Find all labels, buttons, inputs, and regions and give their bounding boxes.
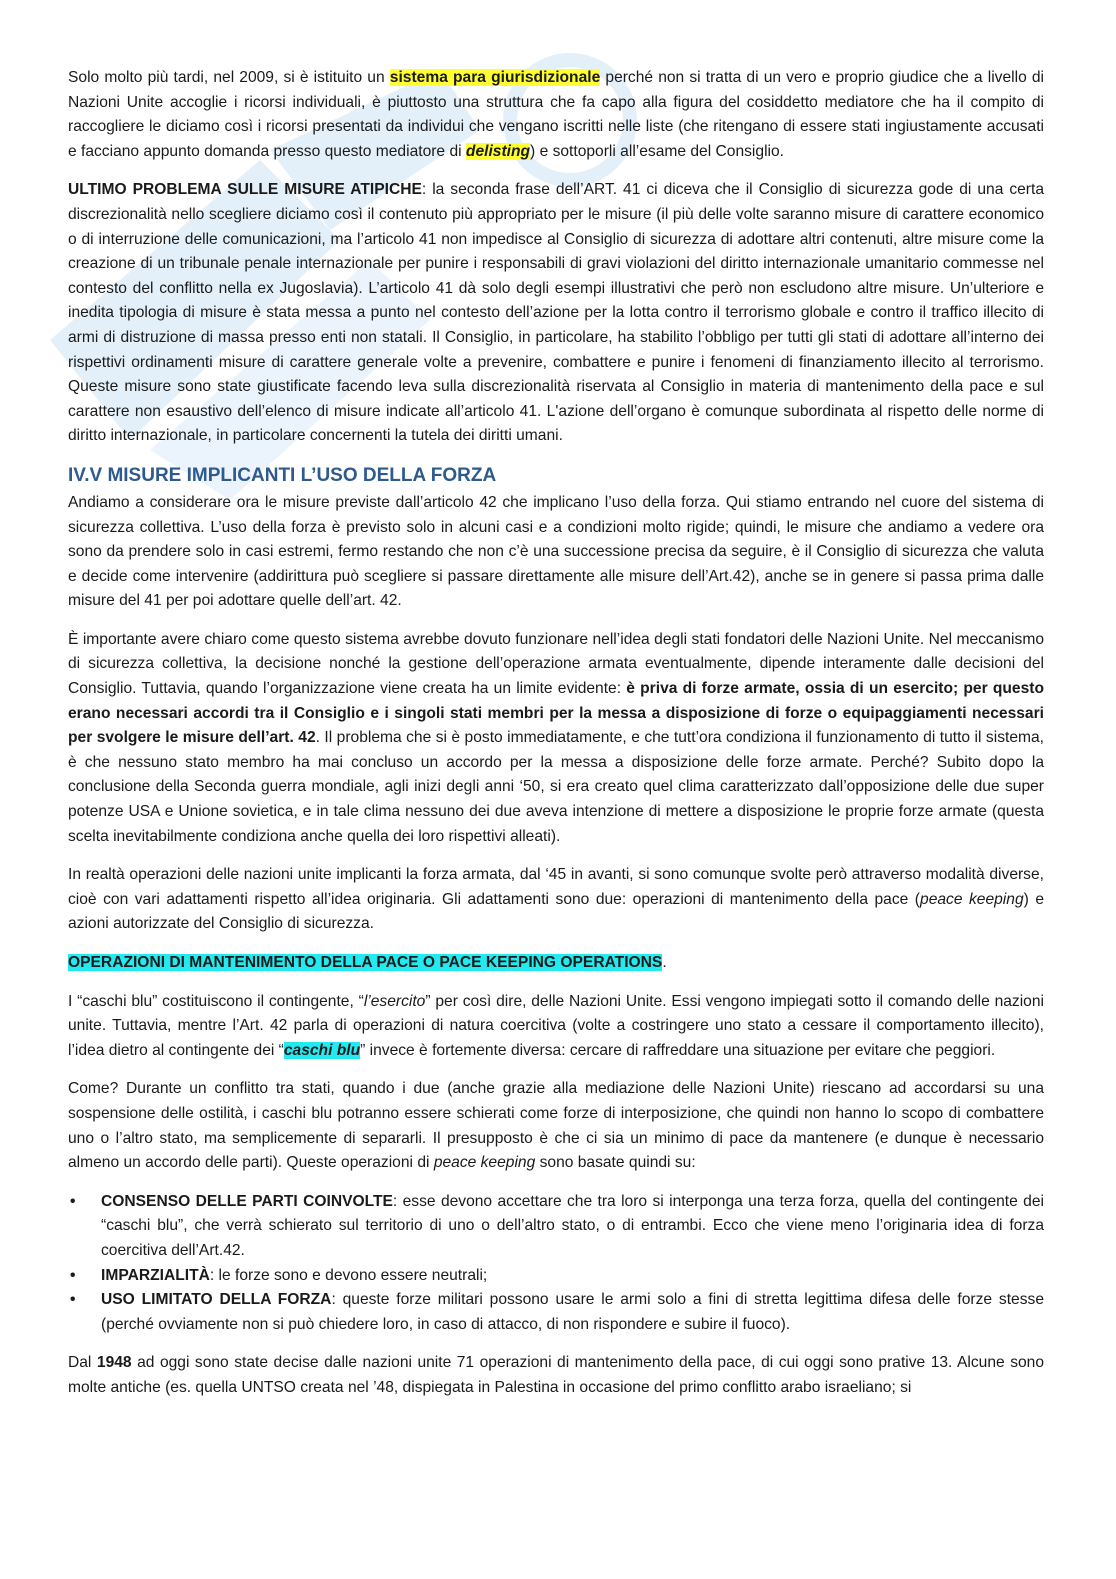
- paragraph-come: Come? Durante un conflitto tra stati, quando i due (anche grazie alla mediazione delle Nazioni Unite) riescano ad accordarsi su una sospensione delle ostilità, i caschi blu potranno essere schierati come forze di interposizione, che quindi non hanno lo scopo di combattere uno o l’altro stato, ma semplicemente di separarli. Il presupposto è che ci sia un minimo di pace da mantenere (e dunque è necessario almeno un accordo delle parti). Queste operazioni di peace keeping sono basate quindi su:: [68, 1080, 1044, 1172]
- paragraph-articolo-42: Andiamo a considerare ora le misure previste dall’articolo 42 che implicano l’uso della forza. Qui stiamo entrando nel cuore del sistema di sicurezza collettiva. L’uso della forza è previsto solo in alcuni casi e a condizioni molto rigide; quindi, le misure che andiamo a vedere ora sono da prendere solo in casi estremi, fermo restando che non c’è una successione precisa da seguire, è il Consiglio di sicurezza che valuta e decide come intervenire (addirittura può scegliere si passare direttamente alle misure dell’Art.42), anche se in genere si passa prima dalle misure del 41 per poi adottare quelle dell’art. 42.: [68, 493, 1044, 610]
- paragraph-sistema-fondatori: È importante avere chiaro come questo sistema avrebbe dovuto funzionare nell’idea degli stati fondatori delle Nazioni Unite. Nel meccanismo di sicurezza collettiva, la decisione nonché la gestione dell’operazione armata eventualmente, dipende interamente dalle decisioni del Consiglio. Tuttavia, quando l’organizzazione viene creata ha un limite evidente: è priva di forze armate, ossia di un esercito; per questo erano necessari accordi tra il Consiglio e i singoli stati membri per la messa a disposizione di forze o equipaggiamenti necessari per svolgere le misure dell’art. 42. Il problema che si è posto immediatamente, e che tutt’ora condiziona il funzionamento di tutto il sistema, è che nessuno stato membro ha mai concluso un accordo per la messa a disposizione delle forze armate. Perché? Subito dopo la conclusione della Seconda guerra mondiale, agli inizi degli anni ‘50, si era creato quel clima caratterizzato dall’opposizione delle due super potenze USA e Unione sovietica, e in tale clima nessuno dei due aveva intenzione di mettere a disposizione le proprie forze armate (questa scelta inevitabilmente condiziona anche quella dei loro rispettivi alleati).: [68, 630, 1044, 845]
- label-ultimo-problema: ULTIMO PROBLEMA SULLE MISURE ATIPICHE: [68, 181, 422, 199]
- paragraph-misure-atipiche: ULTIMO PROBLEMA SULLE MISURE ATIPICHE: la seconda frase dell’ART. 41 ci diceva che il Consiglio di sicurezza gode di una certa discrezionalità nello scegliere diciamo così il contenuto più appropriato per le misure (il più delle volte saranno misure di carattere economico o di interruzione delle comunicazioni, ma l’articolo 41 non impedisce al Consiglio di sicurezza di adottare altri contenuti, altre misure come la creazione di un tribunale penale internazionale per punire i responsabili di gravi violazioni del diritto internazionale umanitario commesse nel contesto del conflitto nella ex Jugoslavia). L’articolo 41 dà solo degli esempi illustrativi che però non escludono altre misure. Un’ulteriore e inedita tipologia di misure è stata messa a punto nel contesto dell’azione per la lotta contro il terrorismo globale e contro il traffico illecito di armi di distruzione di massa presso enti non statali. Il Consiglio, in particolare, ha stabilito l’obbligo per tutti gli stati di adottare all’interno dei rispettivi ordinamenti misure di carattere generale volte a prevenire, combattere e punire i fenomeni di finanziamento illecito al terrorismo. Queste misure sono state giustificate facendo leva sulla discrezionalità riservata al Consiglio in materia di mantenimento della pace e sul carattere non esaustivo dell’elenco di misure indicate all’articolo 41. L'azione dell’organo è comunque subordinata al rispetto delle norme di diritto internazionale, in particolare concernenti la tutela dei diritti umani.: [68, 181, 1044, 445]
- highlight-delisting: delisting: [465, 142, 531, 160]
- subheading-peace-keeping: OPERAZIONI DI MANTENIMENTO DELLA PACE O PACE KEEPING OPERATIONS.: [68, 954, 667, 971]
- highlight-para-giurisdizionale: sistema para giurisdizionale: [389, 69, 601, 86]
- paragraph-1948: Dal 1948 ad oggi sono state decise dalle nazioni unite 71 operazioni di mantenimento della pace, di cui oggi sono prative 13. Alcune sono molte antiche (es. quella UNTSO creata nel ’48, dispiegata in Palestina in occasione del primo conflitto arabo israeliano; si: [68, 1354, 1045, 1396]
- document-page: [68, 66, 1044, 1415]
- paragraph-delisting: Solo molto più tardi, nel 2009, si è istituito un sistema para giurisdizionale perché non si tratta di un vero e proprio giudice che a livello di Nazioni Unite accoglie i ricorsi individuali, è piuttosto una struttura che fa capo alla figura del cosiddetto mediatore che ha il compito di raccogliere le diciamo così i ricorsi presentati da individui che vengano iscritti nelle liste (che ritengano di essere stati ingiustamente accusati e facciano appunto domanda presso questo mediatore di delisting) e sottoporli all’esame del Consiglio.: [68, 69, 1045, 160]
- list-item: • IMPARZIALITÀ: le forze sono e devono essere neutrali;: [70, 1266, 488, 1284]
- list-item: • CONSENSO DELLE PARTI COINVOLTE: esse devono accettare che tra loro si interponga una terza forza, quella del contingente dei “caschi blu”, che verrà schierato sul territorio di uno o dell’altro stato, o di entrambi. Ecco che viene meno l’originaria idea di forza coercitiva dell’Art.42.: [70, 1192, 1044, 1259]
- bold-forze-armate: è priva di forze armate, ossia di un esercito; per questo erano necessari accordi tra il Consiglio e i singoli stati membri per la messa a disposizione di forze o equipaggiamenti necessari per svolgere le misure dell’art. 42: [68, 680, 1044, 747]
- paragraph-adattamenti: In realtà operazioni delle nazioni unite implicanti la forza armata, dal ‘45 in avanti, si sono comunque svolte però attraverso modalità diverse, cioè con vari adattamenti rispetto all’idea originaria. Gli adattamenti sono due: operazioni di mantenimento della pace (peace keeping) e azioni autorizzate del Consiglio di sicurezza.: [68, 866, 1044, 933]
- principles-list: [68, 1190, 1044, 1338]
- section-heading: IV.V MISURE IMPLICANTI L’USO DELLA FORZA: [68, 464, 497, 486]
- list-item: • USO LIMITATO DELLA FORZA: queste forze militari possono usare le armi solo a fini di stretta legittima difesa delle forze stesse (perché ovviamente non si può chiedere loro, in caso di attacco, di non rispondere e subire il fuoco).: [70, 1291, 1044, 1333]
- paragraph-caschi-blu: I “caschi blu” costituiscono il contingente, “l’esercito” per così dire, delle Nazioni Unite. Essi vengono impiegati sotto il comando delle nazioni unite. Tuttavia, mentre l’Art. 42 parla di operazioni di natura coercitiva (volte a costringere uno stato a cessare il comportamento illecito), l’idea dietro al contingente dei “caschi blu” invece è fortemente diversa: cercare di raffreddare una situazione per evitare che peggiori.: [68, 992, 1044, 1059]
- highlight-caschi-blu: caschi blu: [283, 1041, 361, 1059]
